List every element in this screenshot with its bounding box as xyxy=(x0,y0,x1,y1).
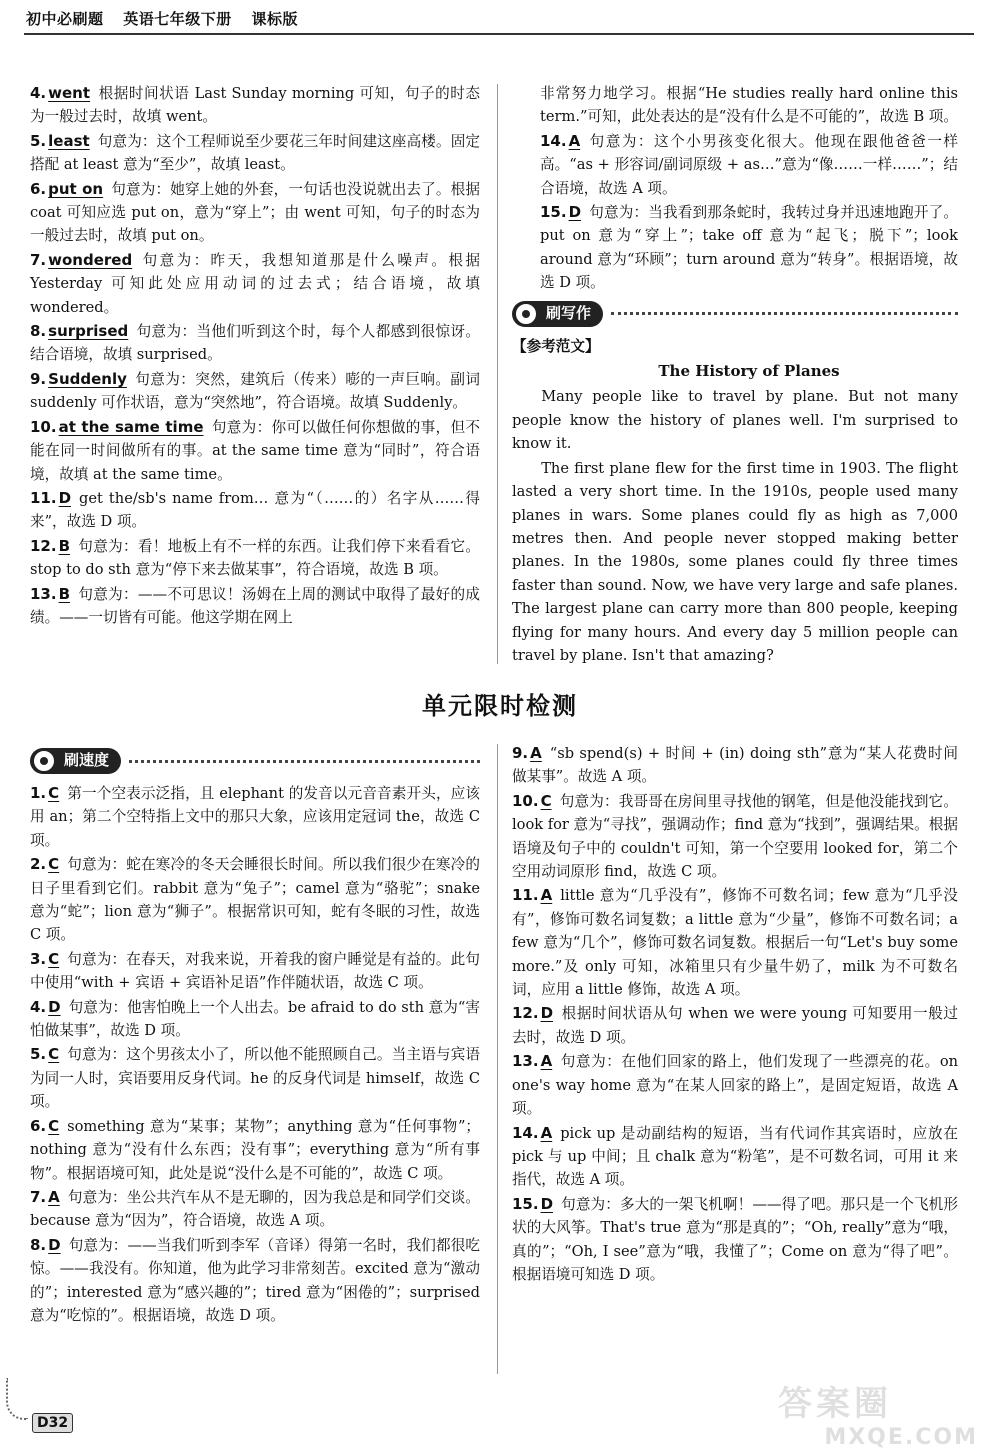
answer-item xyxy=(30,1043,480,1113)
question-number: 14. xyxy=(540,131,567,150)
question-number: 4. xyxy=(30,997,47,1016)
top-right-answers xyxy=(540,130,958,295)
column-divider-top xyxy=(497,84,498,664)
answer-item xyxy=(512,742,958,789)
explanation: little 意为“几乎没有”，修饰不可数名词；few 意为“几乎没有”，修饰可数名词复数；a little 意为“少量”，修饰不可数名词；a few 意为“几个”，修饰可数名词复数。根据后一句“Let's buy some more.”及 only 可知，冰箱里只有少量牛奶了，milk 为不可数名词，应用 a little 修饰，故选 A 项。 xyxy=(512,887,958,999)
explanation: something 意为“某事；某物”；anything 意为“任何事物”；nothing 意为“没有什么东西；没有事”；everything 意为“所有事物”。根据语境可知，此处是说“没什么是不可能的”，故选 C 项。 xyxy=(30,1117,480,1182)
question-number: 8. xyxy=(30,322,47,341)
dotted-rule xyxy=(611,312,958,315)
answer-key: surprised xyxy=(48,322,129,341)
question-number: 12. xyxy=(30,536,57,555)
answer-item xyxy=(512,884,958,1001)
question-number: 2. xyxy=(30,855,47,874)
answer-item xyxy=(30,948,480,995)
answer-item xyxy=(540,130,958,200)
explanation: 第一个空表示泛指，且 elephant 的发音以元音音素开头，应该用 an；第二个空特指上文中的那只大象，应该用定冠词 the，故选 C 项。 xyxy=(30,785,480,849)
answer-item xyxy=(30,996,480,1043)
film-reel-icon xyxy=(32,749,56,773)
film-reel-icon xyxy=(514,302,538,326)
question-number: 12. xyxy=(512,1004,539,1023)
question-number: 1. xyxy=(30,784,47,802)
column-divider-bottom xyxy=(497,744,498,1374)
question-number: 6. xyxy=(30,179,47,198)
answer-item xyxy=(30,487,480,534)
answer-key: A xyxy=(540,886,553,905)
answer-key: A xyxy=(568,131,581,150)
explanation: 句意为：他害怕晚上一个人出去。be afraid to do sth 意为“害怕做某事”，故选 D 项。 xyxy=(30,998,480,1040)
question-number: 10. xyxy=(512,791,539,810)
explanation: 句意为：坐公共汽车从不是无聊的，因为我总是和同学们交谈。because 意为“因为”，符合语境，故选 A 项。 xyxy=(30,1188,480,1230)
edition-name: 课标版 xyxy=(251,10,299,28)
essay-title: The History of Planes xyxy=(658,362,840,381)
top-left-column xyxy=(30,82,480,630)
question-number: 11. xyxy=(30,488,57,507)
explanation: 句意为：我哥哥在房间里寻找他的钢笔，但是他没能找到它。look for 意为“寻找”，强调动作；find 意为“找到”，强调结果。根据语境及句子中的 couldn't 可知，第一个空要用 looked for，第二个空用动词原形 find，故选 C 项。 xyxy=(512,792,958,881)
writing-badge: 刷写作 xyxy=(512,301,603,327)
book-name: 初中必刷题 xyxy=(26,10,104,28)
answer-item xyxy=(30,178,480,248)
answer-key: C xyxy=(48,949,60,968)
answer-item xyxy=(30,249,480,319)
answer-item xyxy=(30,853,480,947)
answer-item xyxy=(30,1115,480,1185)
page-number: D32 xyxy=(32,1413,73,1433)
section-title: 单元限时检测 xyxy=(422,692,578,720)
explanation: pick up 是动副结构的短语，当有代词作其宾语时，应放在 pick 与 up 中间；且 chalk 意为“粉笔”，是不可数名词，可用 it 来指代，故选 A 项。 xyxy=(512,1124,958,1189)
answer-key: D xyxy=(568,203,582,222)
explanation: 句意为：看！地板上有不一样的东西。让我们停下来看看它。stop to do sth 意为“停下来去做某事”，符合语境，故选 B 项。 xyxy=(30,537,480,579)
explanation: 句意为：昨天，我想知道那是什么噪声。根据 Yesterday 可知此处应用动词的过去式；结合语境，故填 wondered。 xyxy=(30,251,480,316)
answer-key: went xyxy=(48,84,91,102)
question-number: 7. xyxy=(30,1187,47,1206)
answer-item xyxy=(512,790,958,884)
answer-key: D xyxy=(58,488,72,507)
answer-key: C xyxy=(48,784,60,802)
question-number: 7. xyxy=(30,250,47,269)
explanation: 句意为：这个小男孩变化很大。他现在跟他爸爸一样高。“as + 形容词/副词原级 + as…”意为“像……一样……”；结合语境，故选 A 项。 xyxy=(540,132,958,197)
question-number: 13. xyxy=(30,584,57,603)
answer-key: wondered xyxy=(48,250,133,269)
essay-paragraph-1: Many people like to travel by plane. But not many people know the history of planes well. I'm surprised to know it. xyxy=(512,388,958,453)
answer-item xyxy=(540,201,958,295)
answer-item xyxy=(30,535,480,582)
top-right-column xyxy=(512,82,958,668)
question-number: 15. xyxy=(512,1194,539,1213)
answer-key: A xyxy=(540,1123,553,1142)
answer-key: least xyxy=(48,131,90,150)
answer-key: A xyxy=(530,744,542,762)
bottom-left-answers xyxy=(30,782,480,1327)
writing-banner xyxy=(512,299,958,329)
answer-item xyxy=(512,1122,958,1192)
answer-key: put on xyxy=(48,179,104,198)
speed-banner xyxy=(30,746,480,776)
explanation: 句意为：你可以做任何你想做的事，但不能在同一时间做所有的事。at the same time 意为“同时”，符合语境，故填 at the same time。 xyxy=(30,418,480,483)
explanation: 句意为：——不可思议！汤姆在上周的测试中取得了最好的成绩。——一切皆有可能。他这学期在网上 xyxy=(30,585,480,626)
explanation: 句意为：蛇在寒冷的冬天会睡很长时间。所以我们很少在寒冷的日子里看到它们。rabbit 意为“兔子”；camel 意为“骆驼”；snake 意为“蛇”；lion 意为“狮子”。根据常识可知，蛇有冬眠的习性，故选 C 项。 xyxy=(30,856,480,944)
explanation: get the/sb's name from… 意为“（……的）名字从……得来”，故选 D 项。 xyxy=(30,489,480,531)
answer-key: B xyxy=(58,536,71,555)
question-number: 10. xyxy=(30,417,57,436)
answer-key: C xyxy=(48,1045,60,1064)
page-header xyxy=(26,8,312,29)
subject-name: 英语七年级下册 xyxy=(123,10,232,28)
footer-decoration xyxy=(6,1378,28,1420)
explanation: 句意为：多大的一架飞机啊！——得了吧。那只是一个飞机形状的大风筝。That's true 意为“那是真的”；“Oh, really”意为“哦，真的”；“Oh, I see”意为“哦，我懂了”；Come on 意为“得了吧”。根据语境可知选 D 项。 xyxy=(512,1195,958,1283)
bottom-left-column xyxy=(30,742,480,1328)
explanation: 句意为：她穿上她的外套，一句话也没说就出去了。根据 coat 可知应选 put on，意为“穿上”；由 went 可知，句子的时态为一般过去时，故填 put on。 xyxy=(30,180,480,245)
explanation: “sb spend(s) + 时间 + (in) doing sth”意为“某人花费时间做某事”。故选 A 项。 xyxy=(512,745,958,786)
answer-key: C xyxy=(48,1116,60,1135)
answer-item xyxy=(30,130,480,177)
answer-key: B xyxy=(58,584,71,603)
speed-badge: 刷速度 xyxy=(30,748,121,774)
explanation: 句意为：在春天，对我来说，开着我的窗户睡觉是有益的。此句中使用“with + 宾语 + 宾语补足语”作伴随状语，故选 C 项。 xyxy=(30,950,480,992)
answer-13-continued: 非常努力地学习。根据“He studies really hard online this term.”可知，此处表达的是“没有什么是不可能的”，故选 B 项。 xyxy=(540,85,958,126)
answer-item xyxy=(30,82,480,129)
question-number: 9. xyxy=(30,369,47,388)
answer-item xyxy=(512,1050,958,1120)
explanation: 根据时间状语 Last Sunday morning 可知，句子的时态为一般过去时，故填 went。 xyxy=(30,85,480,126)
explanation: 句意为：这个工程师说至少要花三年时间建这座高楼。固定搭配 at least 意为“至少”，故填 least。 xyxy=(30,132,480,174)
answer-key: at the same time xyxy=(58,417,204,436)
question-number: 15. xyxy=(540,203,567,222)
explanation: 句意为：当他们听到这个时，每个人都感到很惊讶。结合语境，故填 surprised。 xyxy=(30,323,480,364)
answer-key: D xyxy=(48,1235,61,1254)
answer-key: D xyxy=(540,1194,554,1213)
essay-paragraph-2: The first plane flew for the first time in 1903. The flight lasted a very short time. In the 1910s, people used many planes in wars. Some planes could fly as high as 7,000 metres then. And people never stopped making better planes. In the 1980s, some planes could fly three times faster than sound. Now, we have very large and safe planes. The largest plane can carry more than 800 people, keeping flying for many hours. And every day 5 million people can travel by plane. Isn't that amazing? xyxy=(512,459,958,664)
answer-item xyxy=(30,368,480,415)
answer-item xyxy=(512,1193,958,1287)
question-number: 3. xyxy=(30,949,47,968)
explanation: 句意为：当我看到那条蛇时，我转过身并迅速地跑开了。put on 意为“穿上”；take off 意为“起飞；脱下”；look around 意为“环顾”；turn around 意为“转身”。根据语境，故选 D 项。 xyxy=(540,204,958,292)
answer-key: A xyxy=(540,1052,553,1071)
question-number: 9. xyxy=(512,744,529,762)
question-number: 6. xyxy=(30,1116,47,1135)
answer-key: D xyxy=(540,1004,554,1023)
answer-key: Suddenly xyxy=(48,369,127,388)
dotted-rule xyxy=(129,760,480,763)
question-number: 5. xyxy=(30,1045,47,1064)
explanation: 句意为：在他们回家的路上，他们发现了一些漂亮的花。on one's way home 意为“在某人回家的路上”，是固定短语，故选 A 项。 xyxy=(512,1053,958,1118)
question-number: 11. xyxy=(512,886,539,905)
answer-key: C xyxy=(48,855,60,874)
answer-item xyxy=(30,1234,480,1328)
answer-item xyxy=(30,1186,480,1233)
question-number: 14. xyxy=(512,1123,539,1142)
sample-essay-label: 【参考范文】 xyxy=(512,337,600,355)
question-number: 8. xyxy=(30,1235,47,1254)
answer-item xyxy=(30,416,480,486)
bottom-right-column xyxy=(512,742,958,1287)
answer-key: A xyxy=(48,1187,60,1206)
answer-key: C xyxy=(540,791,552,810)
question-number: 5. xyxy=(30,131,47,150)
explanation: 句意为：——当我们听到李军（音译）得第一名时，我们都很吃惊。——我没有。你知道，他为此学习非常刻苦。excited 意为“激动的”；interested 意为“感兴趣的”；tired 意为“困倦的”；surprised 意为“吃惊的”。根据语境，故选 D 项。 xyxy=(30,1236,480,1324)
answer-key: D xyxy=(48,997,61,1016)
answer-item xyxy=(512,1002,958,1049)
answer-item xyxy=(30,583,480,630)
question-number: 13. xyxy=(512,1052,539,1071)
explanation: 句意为：这个男孩太小了，所以他不能照顾自己。当主语与宾语为同一人时，宾语要用反身代词。he 的反身代词是 himself，故选 C 项。 xyxy=(30,1046,480,1111)
explanation: 根据时间状语从句 when we were young 可知要用一般过去时，故选 D 项。 xyxy=(512,1005,958,1046)
answer-item xyxy=(30,320,480,367)
answer-item xyxy=(30,782,480,852)
watermark: 答案圈 MXQE.COM xyxy=(778,1384,978,1450)
explanation: 句意为：突然，建筑后（传来）嘭的一声巨响。副词 suddenly 可作状语，意为“突然地”，符合语境。故填 Suddenly。 xyxy=(30,370,480,412)
question-number: 4. xyxy=(30,84,47,102)
header-rule xyxy=(24,33,974,35)
